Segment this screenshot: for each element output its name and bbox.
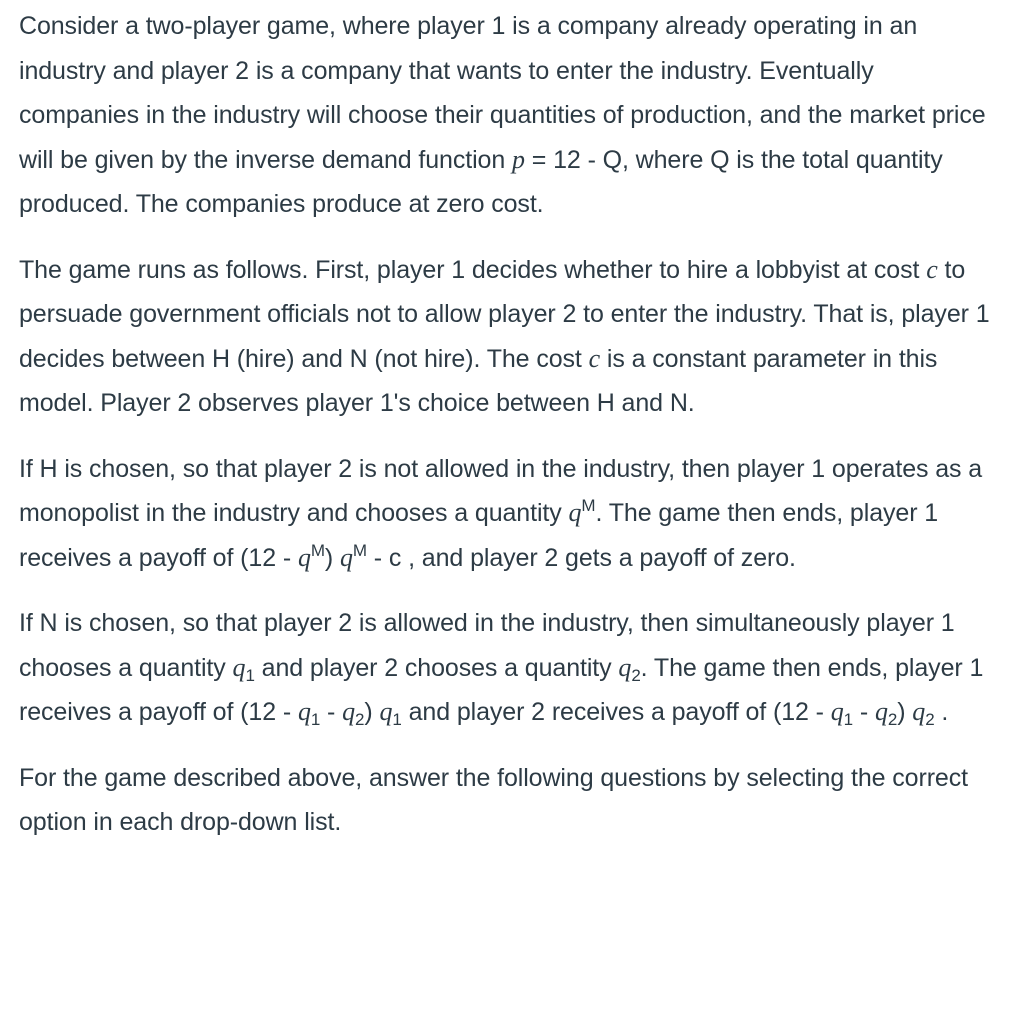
subscript-1: 1 xyxy=(392,710,402,729)
nothire-text-1: If N is chosen, so that player 2 is allowed in the industry, then simultaneously player 1 chooses a quantity xyxy=(19,609,955,682)
subscript-2: 2 xyxy=(925,710,935,729)
paragraph-intro xyxy=(19,4,997,227)
game-text-1: The game runs as follows. First, player 1 decides whether to hire a lobbyist at cost xyxy=(19,255,927,284)
game-text-3: is a constant parameter in this model. Player 2 observes player 1's choice between H and N. xyxy=(19,344,938,417)
paragraph-hire-case xyxy=(19,447,997,581)
var-q: q xyxy=(339,542,353,572)
subscript-2: 2 xyxy=(355,710,365,729)
nothire-text-7: - xyxy=(853,698,875,726)
var-q: q xyxy=(618,652,632,682)
var-q: q xyxy=(912,697,926,726)
var-q: q xyxy=(297,697,311,726)
nothire-text-2: and player 2 chooses a quantity xyxy=(254,653,619,682)
nothire-text-9: . xyxy=(934,698,949,726)
var-q: q xyxy=(379,697,393,726)
nothire-text-8: ) xyxy=(897,698,913,726)
closing-text: For the game described above, answer the following questions by selecting the correct option in each drop-down list. xyxy=(19,763,968,836)
superscript-m: M xyxy=(310,540,325,560)
var-c: c xyxy=(588,343,601,373)
superscript-m: M xyxy=(352,540,367,560)
subscript-1: 1 xyxy=(310,710,321,729)
var-q: q xyxy=(830,697,844,726)
game-text-2: to persuade government officials not to allow player 2 to enter the industry. That is, player 1 decides between H (hire) and N (not hire). The cost xyxy=(19,255,990,373)
var-p: p xyxy=(512,144,525,174)
var-q: q xyxy=(568,498,582,527)
subscript-1: 1 xyxy=(245,665,255,685)
paragraph-game-rules xyxy=(19,248,997,426)
paragraph-closing-instruction xyxy=(19,756,997,845)
var-q: q xyxy=(874,697,888,726)
var-q: q xyxy=(297,542,311,572)
var-q: q xyxy=(232,652,246,682)
nothire-text-4: - xyxy=(320,698,343,726)
intro-text-1: Consider a two-player game, where player 1 is a company already operating in an industry and player 2 is a company that wants to enter the industry. Eventually companies in the industry will choose their quantities of production, and the market price will be given by the inverse demand function xyxy=(19,12,986,174)
hire-text-1: If H is chosen, so that player 2 is not allowed in the industry, then player 1 operates as a monopolist in the industry and chooses a quantity xyxy=(19,454,983,527)
var-c: c xyxy=(926,254,938,284)
hire-text-4: - c , and player 2 gets a payoff of zero. xyxy=(366,543,796,572)
nothire-text-6: and player 2 receives a payoff of (12 - xyxy=(401,698,831,726)
subscript-1: 1 xyxy=(843,710,854,729)
var-q: q xyxy=(342,697,356,726)
subscript-2: 2 xyxy=(887,710,898,729)
paragraph-not-hire-case xyxy=(19,601,997,735)
nothire-text-3: . The game then ends, player 1 receives a payoff of (12 - xyxy=(19,653,984,726)
hire-text-2: . The game then ends, player 1 receives a payoff of (12 - xyxy=(19,499,939,572)
superscript-m: M xyxy=(581,496,596,515)
subscript-2: 2 xyxy=(631,665,641,685)
intro-text-2: = 12 - Q, where Q is the total quantity produced. The companies produce at zero cost. xyxy=(19,145,943,218)
hire-text-3: ) xyxy=(324,543,340,572)
nothire-text-5: ) xyxy=(364,698,380,726)
